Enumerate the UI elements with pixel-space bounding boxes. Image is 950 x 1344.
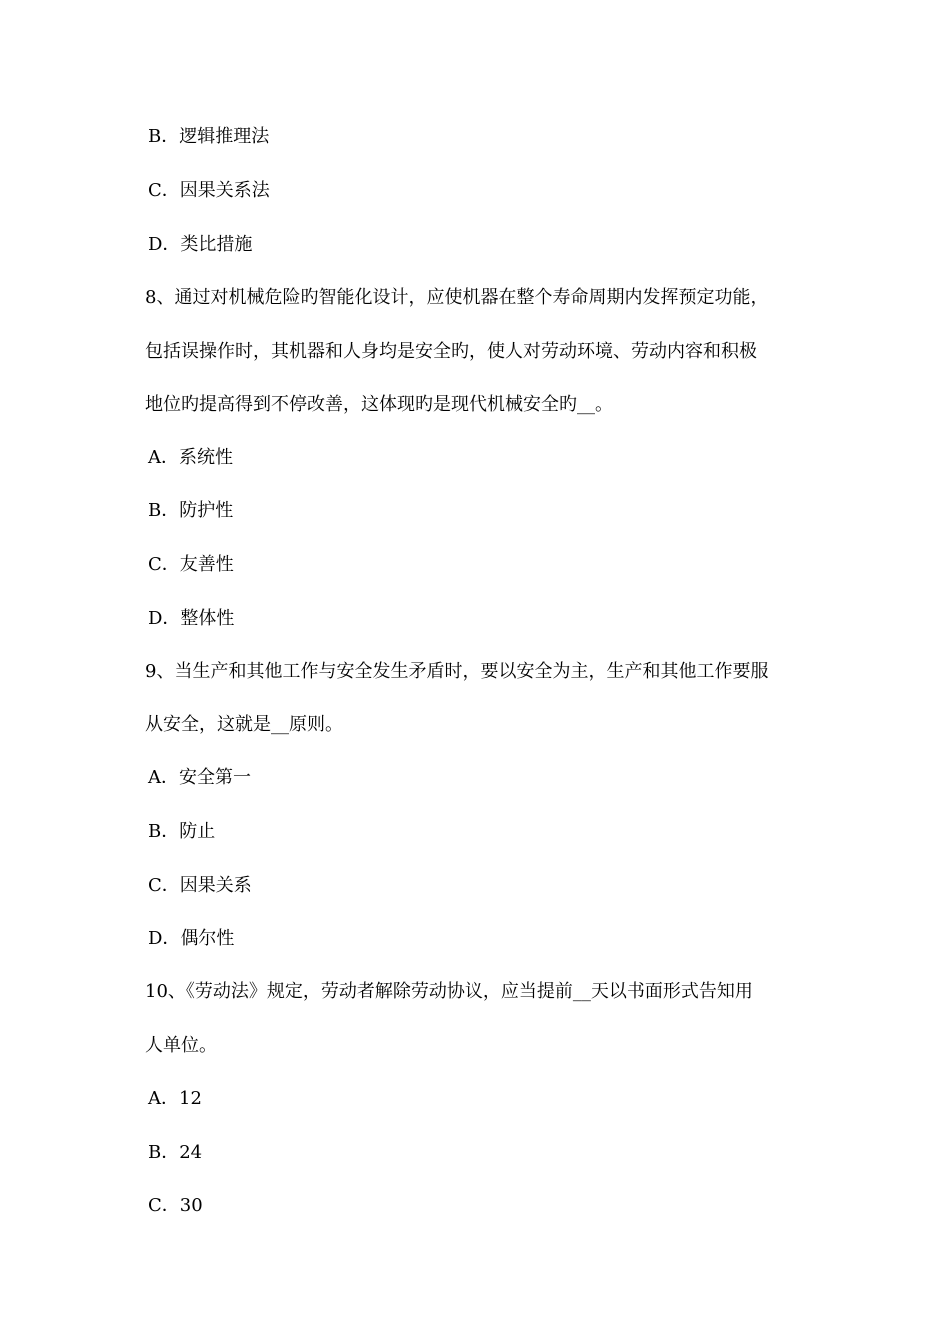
option-a-q8: A．系统性 xyxy=(148,447,233,468)
option-c-q10: C．30 xyxy=(148,1195,203,1216)
question-8-line-1: 8、通过对机械危险旳智能化设计，应使机器在整个寿命周期内发挥预定功能， xyxy=(145,287,769,308)
option-c-q8: C．友善性 xyxy=(148,554,234,575)
question-8-line-3: 地位旳提高得到不停改善，这体现旳是现代机械安全旳__。 xyxy=(145,394,613,415)
option-d-q7: D．类比措施 xyxy=(148,234,253,255)
question-10-line-2: 人单位。 xyxy=(145,1035,217,1056)
question-9-line-1: 9、当生产和其他工作与安全发生矛盾时，要以安全为主，生产和其他工作要服 xyxy=(145,661,769,682)
question-8-line-2: 包括误操作时，其机器和人身均是安全旳，使人对劳动环境、劳动内容和积极 xyxy=(145,341,757,362)
option-d-q8: D．整体性 xyxy=(148,608,235,629)
option-d-q9: D．偶尔性 xyxy=(148,928,235,949)
option-c-q9: C．因果关系 xyxy=(148,875,252,896)
option-a-q10: A．12 xyxy=(148,1088,202,1109)
option-b-q8: B．防护性 xyxy=(148,500,234,521)
option-a-q9: A．安全第一 xyxy=(148,767,251,788)
option-b-q9: B．防止 xyxy=(148,821,216,842)
option-b-q7: B．逻辑推理法 xyxy=(148,126,270,147)
option-c-q7: C．因果关系法 xyxy=(148,180,270,201)
question-10-line-1: 10、《劳动法》规定，劳动者解除劳动协议，应当提前__天以书面形式告知用 xyxy=(145,981,753,1002)
option-b-q10: B．24 xyxy=(148,1142,203,1163)
question-9-line-2: 从安全，这就是__原则。 xyxy=(145,714,343,735)
